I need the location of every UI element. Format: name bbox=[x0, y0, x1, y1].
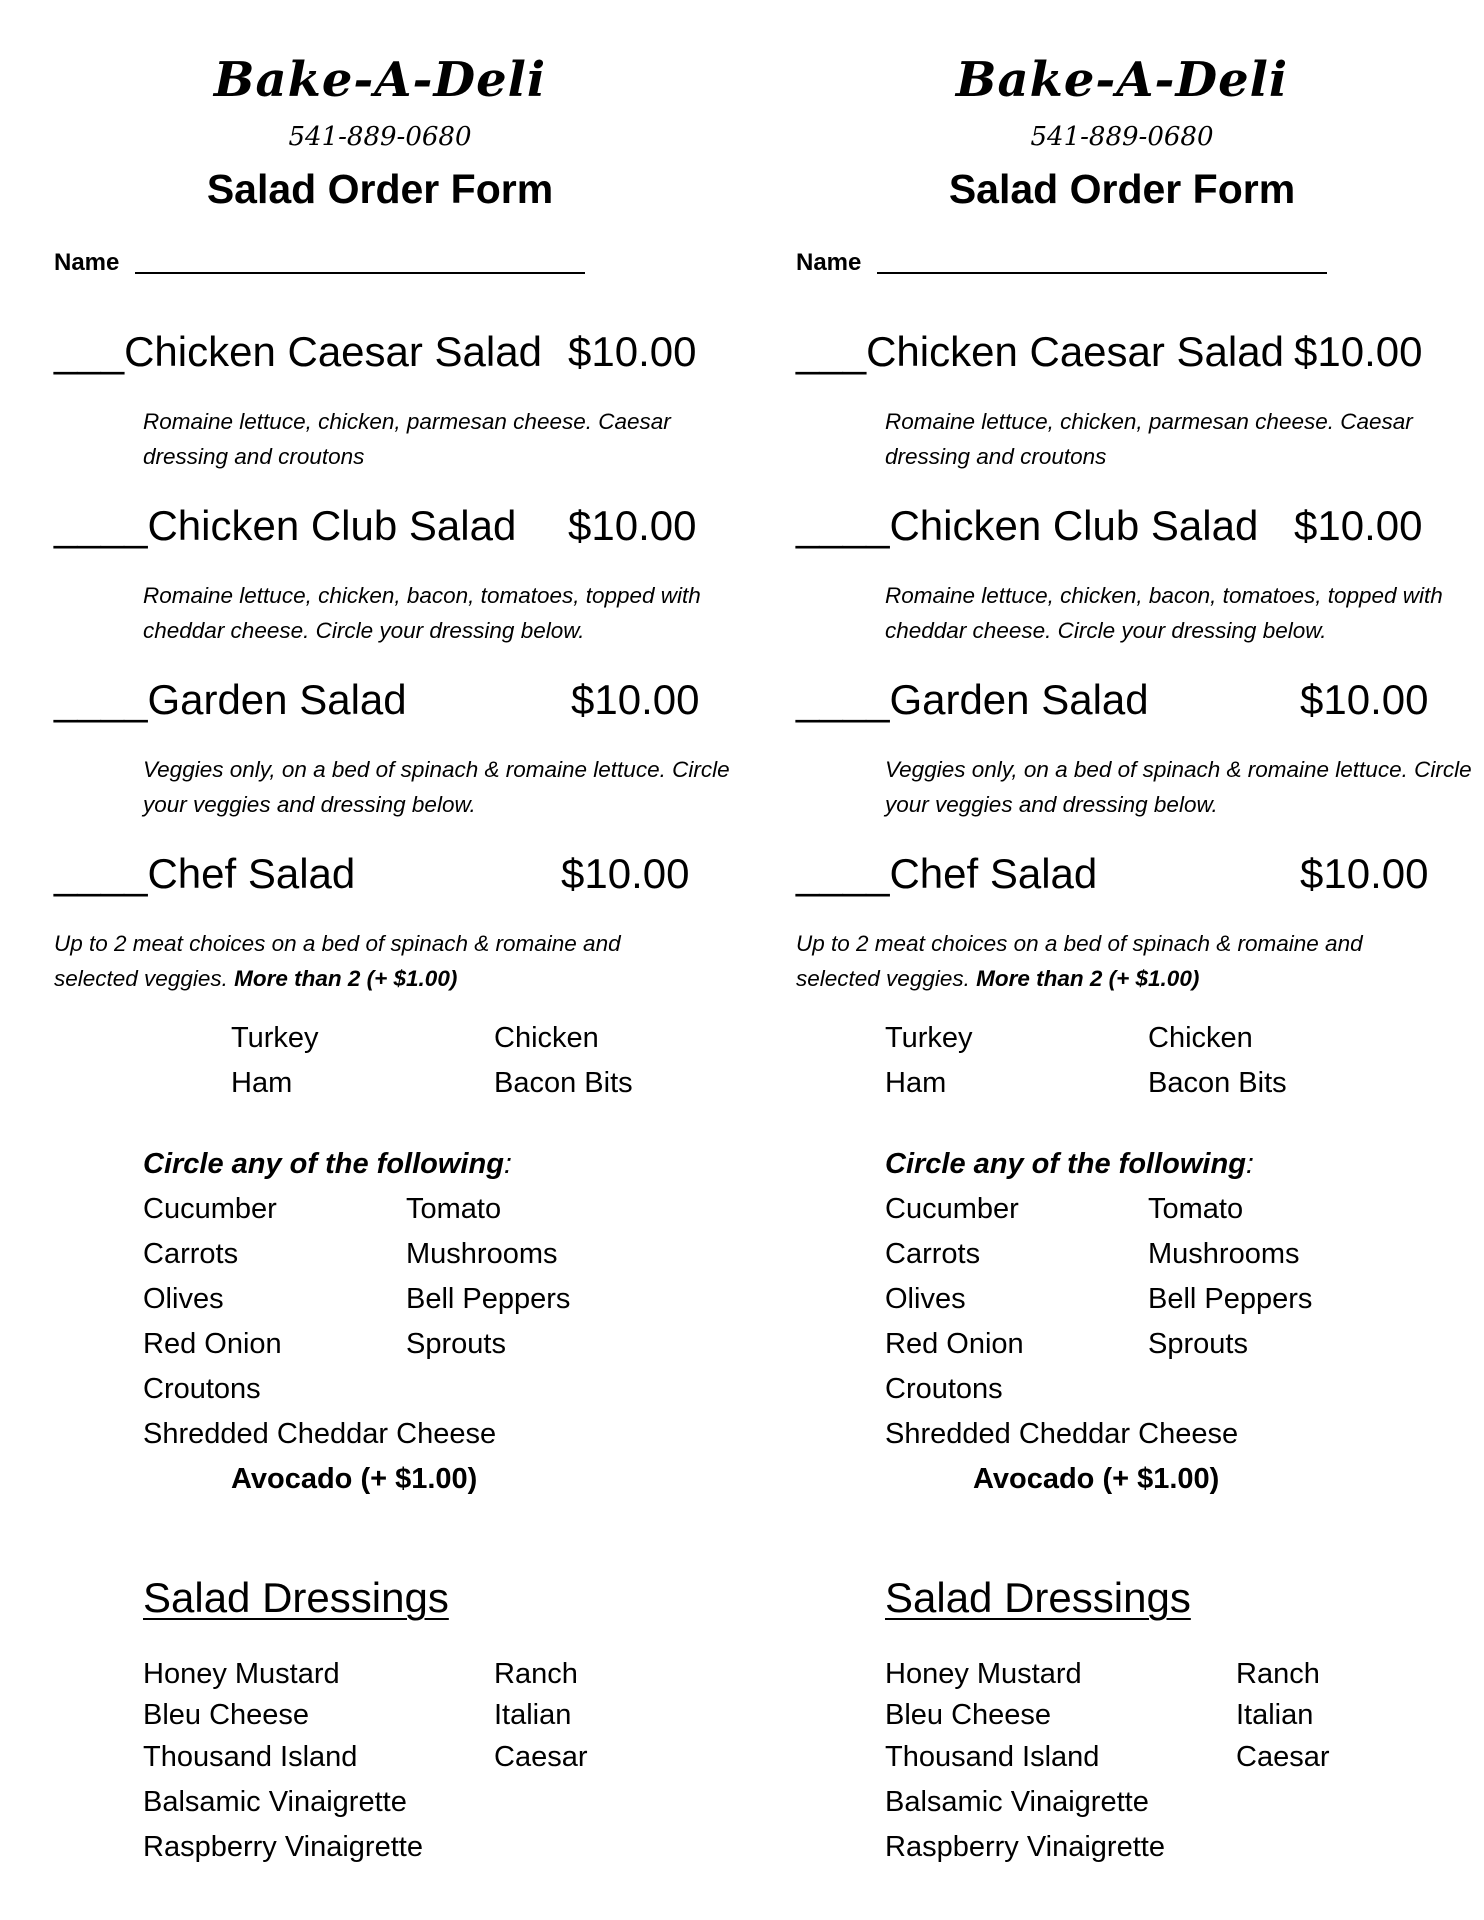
dressing-option-caesar[interactable]: Caesar bbox=[1236, 1741, 1330, 1773]
meat-option-turkey[interactable]: Turkey bbox=[885, 1022, 973, 1054]
name-field[interactable] bbox=[135, 248, 585, 274]
veggie-option-red-onion[interactable]: Red Onion bbox=[885, 1328, 1024, 1360]
meat-option-chicken[interactable]: Chicken bbox=[494, 1022, 599, 1054]
salad-price: $10.00 bbox=[1294, 502, 1423, 549]
circle-heading bbox=[885, 1148, 1254, 1181]
veggie-option-shredded-cheddar[interactable]: Shredded Cheddar Cheese bbox=[143, 1418, 497, 1450]
dressing-option-raspberry[interactable]: Raspberry Vinaigrette bbox=[885, 1831, 1165, 1863]
veggie-option-olives[interactable]: Olives bbox=[143, 1283, 224, 1315]
veggie-option-shredded-cheddar[interactable]: Shredded Cheddar Cheese bbox=[885, 1418, 1239, 1450]
salad-description bbox=[796, 926, 1436, 996]
dressing-option-balsamic[interactable]: Balsamic Vinaigrette bbox=[143, 1786, 407, 1818]
dressing-option-bleu-cheese[interactable]: Bleu Cheese bbox=[885, 1699, 1052, 1731]
meat-option-bacon-bits[interactable]: Bacon Bits bbox=[494, 1067, 633, 1099]
order-blank: ____ bbox=[54, 676, 148, 723]
dressing-option-italian[interactable]: Italian bbox=[1236, 1699, 1314, 1731]
salad-name: Chicken Club Salad bbox=[889, 502, 1259, 549]
order-blank: ____ bbox=[796, 502, 890, 549]
veggie-option-tomato[interactable]: Tomato bbox=[406, 1193, 502, 1225]
order-blank: ____ bbox=[796, 676, 890, 723]
dressings-heading: Salad Dressings bbox=[885, 1574, 1191, 1621]
name-row bbox=[796, 248, 1327, 277]
dressing-option-raspberry[interactable]: Raspberry Vinaigrette bbox=[143, 1831, 423, 1863]
veggie-option-croutons[interactable]: Croutons bbox=[143, 1373, 261, 1405]
meat-option-turkey[interactable]: Turkey bbox=[231, 1022, 319, 1054]
order-blank: ____ bbox=[54, 502, 148, 549]
dressing-option-ranch[interactable]: Ranch bbox=[1236, 1658, 1320, 1690]
salad-description: Romaine lettuce, chicken, bacon, tomatoes, topped with cheddar cheese. Circle your dressing below. bbox=[143, 583, 701, 643]
veggie-option-avocado[interactable]: Avocado (+ $1.00) bbox=[231, 1463, 478, 1495]
veggie-option-croutons[interactable]: Croutons bbox=[885, 1373, 1003, 1405]
veggie-option-cucumber[interactable]: Cucumber bbox=[885, 1193, 1019, 1225]
veggie-option-olives[interactable]: Olives bbox=[885, 1283, 966, 1315]
name-row bbox=[54, 248, 585, 277]
salad-name: Chicken Club Salad bbox=[147, 502, 517, 549]
veggie-option-mushrooms[interactable]: Mushrooms bbox=[1148, 1238, 1300, 1270]
dressing-option-italian[interactable]: Italian bbox=[494, 1699, 572, 1731]
dressing-option-honey-mustard[interactable]: Honey Mustard bbox=[885, 1658, 1082, 1690]
salad-item-chef[interactable] bbox=[796, 850, 1097, 898]
brand-title: Bake-A-Deli bbox=[955, 52, 1289, 108]
meat-option-ham[interactable]: Ham bbox=[231, 1067, 293, 1099]
meat-option-ham[interactable]: Ham bbox=[885, 1067, 947, 1099]
dressing-option-balsamic[interactable]: Balsamic Vinaigrette bbox=[885, 1786, 1149, 1818]
salad-name: Chef Salad bbox=[889, 850, 1098, 897]
salad-description: Veggies only, on a bed of spinach & romaine lettuce. Circle your veggies and dressing below. bbox=[143, 757, 730, 817]
order-blank: ___ bbox=[54, 328, 125, 375]
salad-name: Garden Salad bbox=[889, 676, 1149, 723]
veggie-option-carrots[interactable]: Carrots bbox=[885, 1238, 981, 1270]
veggie-option-mushrooms[interactable]: Mushrooms bbox=[406, 1238, 558, 1270]
veggie-option-carrots[interactable]: Carrots bbox=[143, 1238, 239, 1270]
dressings-heading: Salad Dressings bbox=[143, 1574, 449, 1621]
veggie-option-tomato[interactable]: Tomato bbox=[1148, 1193, 1244, 1225]
circle-heading bbox=[143, 1148, 512, 1181]
chef-extra-meat-note: More than 2 (+ $1.00) bbox=[976, 966, 1200, 991]
order-blank: ____ bbox=[796, 850, 890, 897]
dressing-option-caesar[interactable]: Caesar bbox=[494, 1741, 588, 1773]
dressing-option-bleu-cheese[interactable]: Bleu Cheese bbox=[143, 1699, 310, 1731]
salad-item-club[interactable] bbox=[54, 502, 516, 550]
name-label: Name bbox=[796, 249, 862, 276]
salad-description bbox=[54, 926, 694, 996]
order-form-right bbox=[742, 0, 1484, 1920]
salad-price: $10.00 bbox=[568, 328, 697, 375]
name-label: Name bbox=[54, 249, 120, 276]
meat-option-chicken[interactable]: Chicken bbox=[1148, 1022, 1253, 1054]
phone-number: 541-889-0680 bbox=[1030, 122, 1214, 152]
salad-price: $10.00 bbox=[1300, 676, 1429, 723]
salad-item-caesar[interactable] bbox=[796, 328, 1284, 376]
salad-price: $10.00 bbox=[571, 676, 700, 723]
form-title: Salad Order Form bbox=[206, 166, 554, 212]
dressing-option-ranch[interactable]: Ranch bbox=[494, 1658, 578, 1690]
phone-number: 541-889-0680 bbox=[288, 122, 472, 152]
circle-heading-text: Circle any of the following bbox=[885, 1148, 1246, 1180]
salad-item-club[interactable] bbox=[796, 502, 1258, 550]
salad-price: $10.00 bbox=[1294, 328, 1423, 375]
salad-description: Romaine lettuce, chicken, parmesan cheese. Caesar dressing and croutons bbox=[143, 409, 671, 469]
dressing-option-thousand-island[interactable]: Thousand Island bbox=[143, 1741, 358, 1773]
veggie-option-cucumber[interactable]: Cucumber bbox=[143, 1193, 277, 1225]
name-field[interactable] bbox=[877, 248, 1327, 274]
salad-name: Chicken Caesar Salad bbox=[124, 328, 542, 375]
chef-description-text: Up to 2 meat choices on a bed of spinach & romaine and selected veggies. bbox=[54, 931, 621, 991]
veggie-option-red-onion[interactable]: Red Onion bbox=[143, 1328, 282, 1360]
circle-heading-colon: : bbox=[1245, 1148, 1254, 1180]
order-blank: ____ bbox=[54, 850, 148, 897]
order-blank: ___ bbox=[796, 328, 867, 375]
salad-item-chef[interactable] bbox=[54, 850, 355, 898]
salad-price: $10.00 bbox=[568, 502, 697, 549]
salad-item-garden[interactable] bbox=[796, 676, 1149, 724]
brand-title: Bake-A-Deli bbox=[213, 52, 547, 108]
veggie-option-avocado[interactable]: Avocado (+ $1.00) bbox=[973, 1463, 1220, 1495]
salad-name: Garden Salad bbox=[147, 676, 407, 723]
salad-description: Romaine lettuce, chicken, bacon, tomatoes, topped with cheddar cheese. Circle your dressing below. bbox=[885, 583, 1443, 643]
salad-name: Chef Salad bbox=[147, 850, 356, 897]
salad-item-caesar[interactable] bbox=[54, 328, 542, 376]
veggie-option-sprouts[interactable]: Sprouts bbox=[406, 1328, 506, 1360]
salad-description: Veggies only, on a bed of spinach & romaine lettuce. Circle your veggies and dressing below. bbox=[885, 757, 1472, 817]
circle-heading-text: Circle any of the following bbox=[143, 1148, 504, 1180]
salad-price: $10.00 bbox=[1300, 850, 1429, 897]
chef-extra-meat-note: More than 2 (+ $1.00) bbox=[234, 966, 458, 991]
veggie-option-sprouts[interactable]: Sprouts bbox=[1148, 1328, 1248, 1360]
salad-description: Romaine lettuce, chicken, parmesan cheese. Caesar dressing and croutons bbox=[885, 409, 1413, 469]
chef-description-text: Up to 2 meat choices on a bed of spinach & romaine and selected veggies. bbox=[796, 931, 1363, 991]
salad-name: Chicken Caesar Salad bbox=[866, 328, 1284, 375]
circle-heading-colon: : bbox=[503, 1148, 512, 1180]
form-title: Salad Order Form bbox=[948, 166, 1296, 212]
veggie-option-bell-peppers[interactable]: Bell Peppers bbox=[406, 1283, 571, 1315]
veggie-option-bell-peppers[interactable]: Bell Peppers bbox=[1148, 1283, 1313, 1315]
dressing-option-honey-mustard[interactable]: Honey Mustard bbox=[143, 1658, 340, 1690]
meat-option-bacon-bits[interactable]: Bacon Bits bbox=[1148, 1067, 1287, 1099]
salad-item-garden[interactable] bbox=[54, 676, 407, 724]
salad-price: $10.00 bbox=[561, 850, 690, 897]
dressing-option-thousand-island[interactable]: Thousand Island bbox=[885, 1741, 1100, 1773]
